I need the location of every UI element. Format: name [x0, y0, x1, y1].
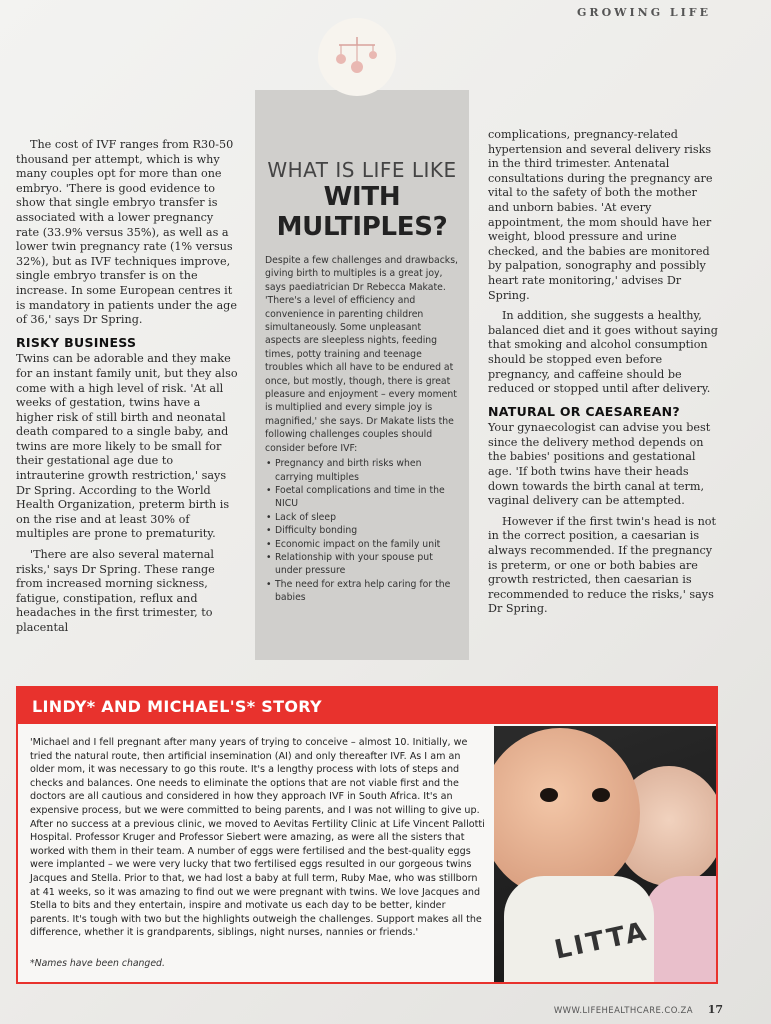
- sidebar-title-line1: WHAT IS LIFE LIKE: [267, 158, 457, 182]
- footer-url: WWW.LIFEHEALTHCARE.CO.ZA: [553, 1006, 693, 1016]
- sidebar-bullet: • Foetal complications and time in the NICU: [275, 484, 459, 511]
- baby-mobile-icon-svg: [331, 37, 383, 77]
- sidebar-bullet: • Economic impact on the family unit: [275, 538, 459, 551]
- sidebar-multiples: [255, 90, 469, 660]
- sidebar-bullet: • Pregnancy and birth risks when carrying multiples: [275, 457, 459, 484]
- baby-mobile-icon: [318, 18, 396, 96]
- left-column: [16, 138, 238, 642]
- baby-eye: [540, 788, 558, 802]
- sidebar-bullet: • Relationship with your spouse put under pressure: [275, 551, 459, 578]
- baby-body-right: [644, 876, 716, 982]
- right-paragraph-4: However if the first twin's head is not in the correct position, a caesarian is always recommended. If the pregnancy is preterm, or one or both babies are growth restricted, then caesarian is recommended to reduce the risks,' says Dr Spring.: [488, 514, 717, 616]
- twins-photo: [494, 726, 716, 982]
- heading-natural-or-caesarean: NATURAL OR CAESAREAN?: [488, 403, 680, 419]
- sidebar-bullet: • Difficulty bonding: [275, 524, 459, 537]
- story-title: LINDY* AND MICHAEL'S* STORY: [32, 697, 322, 716]
- left-paragraph-2: Twins can be adorable and they make for an instant family unit, but they also come with a high level of risk. 'At all weeks of gestation, twins have a higher risk of still birth and neonatal death compared to a single baby, and twins are more likely to be small for their gestational age due to intrauterine growth restriction,' says Dr Spring. According to the World Health Organization, preterm birth is on the rise and at least 30% of multiples are prone to prematurity.: [16, 352, 238, 541]
- sidebar-intro: Despite a few challenges and drawbacks, giving birth to multiples is a great joy, says paediatrician Dr Rebecca Makate. 'There's a level of efficiency and convenience in parenting children simultaneously. Some unpleasant aspects are sleepless nights, feeding times, potty training and teenage troubles which all have to be endured at once, but mostly, though, there is great pleasure and enjoyment – every moment is multiplied and every simple joy is magnified,' she says. Dr Makate lists the following challenges couples should consider before IVF:: [265, 255, 458, 454]
- sidebar-bullet-list: [265, 457, 459, 604]
- left-paragraph-3: 'There are also several maternal risks,' says Dr Spring. These range from increased morning sickness, fatigue, constipation, reflux and headaches in the first trimester, to placental: [16, 548, 215, 634]
- right-paragraph-3: Your gynaecologist can advise you best since the delivery method depends on the babies' positions and gestational age. 'If both twins have their heads down towards the birth canal at term, vaginal delivery can be attempted.: [488, 421, 711, 508]
- shirt-print: LITTA: [551, 916, 652, 966]
- right-paragraph-1: complications, pregnancy-related hypertension and several delivery risks in the third trimester. Antenatal consultations during the pregnancy are vital to the safety of both the mother and unborn babies. 'At every appointment, the mom should have her weight, blood pressure and urine checked, and the babies are monitored by palpation, sonography and possibly heart rate monitoring,' advises Dr Spring.: [488, 128, 713, 302]
- sidebar-bullet: • The need for extra help caring for the babies: [275, 578, 459, 605]
- baby-eye: [592, 788, 610, 802]
- page-number: 17: [707, 1003, 723, 1016]
- sidebar-bullet: • Lack of sleep: [275, 511, 459, 524]
- right-paragraph-2: In addition, she suggests a healthy, balanced diet and it goes without saying that smoking and alcohol consumption should be stopped even before pregnancy, and caffeine should be reduced or stopped until after delivery.: [488, 309, 718, 396]
- baby-face-left: [494, 728, 640, 898]
- left-paragraph-1: The cost of IVF ranges from R30-50 thousand per attempt, which is why many couples opt for more than one embryo. 'There is good evidence to show that single embryo transfer is associated with a lower pregnancy rate (33.9% versus 35%), as well as a lower twin pregnancy rate (1% versus 32%), but as IVF techniques improve, single embryo transfer is on the increase. In some European centres it is mandatory in patients under the age of 36,' says Dr Spring.: [16, 138, 237, 327]
- section-title: GROWING LIFE: [577, 6, 711, 19]
- heading-risky-business: RISKY BUSINESS: [16, 334, 137, 350]
- story-header-bar: [18, 688, 716, 724]
- story-text: 'Michael and I fell pregnant after many years of trying to conceive – almost 10. Initially, we tried the natural route, then artificial insemination (AI) and only thereafter IVF. As I am an older mom, it was necessary to go this route. It's a lengthy process with lots of steps and checks and balances. One needs to eliminate the options that are not viable first and the doctors are all cautious and considered in how they approach IVF in South Africa. It's an expensive process, but we were committed to being parents, and I was not willing to give up. After no success at a previous clinic, we moved to Aevitas Fertility Clinic at Life Vincent Pallotti Hospital. Professor Kruger and Professor Siebert were amazing, as were all the sisters that worked with them in their team. A number of eggs were fertilised and the best-quality eggs were implanted – we were very lucky that two fertilised eggs resulted in our gorgeous twins Jacques and Stella. Prior to that, we had lost a baby at full term, Ruby Mae, who was stillborn at 41 weeks, so it was amazing to find out we were pregnant with twins. We love Jacques and Stella to bits and they entertain, inspire and motivate us each day to be better, kinder parents. It's tough with two but the highlights outweigh the challenges. Support makes all the difference, whether it is grandparents, siblings, night nurses, nannies or friends.': [30, 737, 485, 939]
- right-column: [488, 128, 720, 623]
- story-note: *Names have been changed.: [30, 958, 165, 969]
- story-box: [16, 686, 718, 984]
- sidebar-title-line2: WITH MULTIPLES?: [276, 182, 448, 242]
